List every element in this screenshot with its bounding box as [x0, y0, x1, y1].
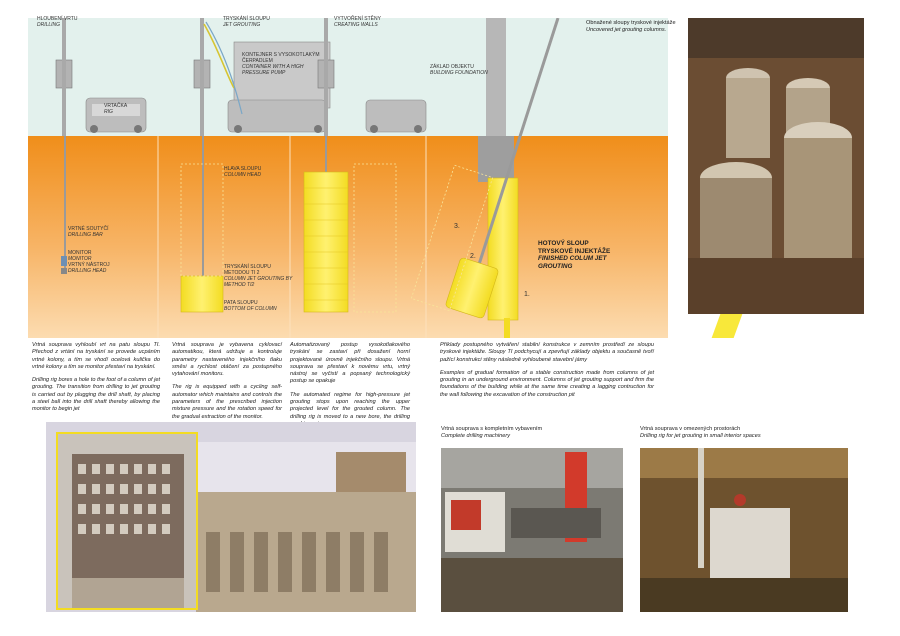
- text-col-2: Vrtná souprava je vybavena cyklovací automatikou, která udržuje a kontroluje parametry nastaveného injekčního tlaku směsi a rychlost otáčení za postupného vytahování monitoru. The rig is equipped with a cycling self-automator which maintains and controls the parameters of the prescribed injection mixture pressure and the rotation speed for the gradual extraction of the monitor.: [172, 342, 282, 420]
- label-step-2: 2.: [470, 253, 476, 260]
- photo-top-caption: Obnažené sloupy tryskové injektáže Uncovered jet grouting columns.: [586, 20, 676, 33]
- label-method: TRYSKÁNÍ SLOUPU METODOU TI 2 COLUMN JET GROUTING BY METHOD TI2: [224, 264, 293, 288]
- label-jet-grouting: TRYSKÁNÍ SLOUPU JET GROUTING: [223, 16, 270, 28]
- interior-rig-photo: [640, 448, 848, 612]
- label-container: KONTEJNER S VYSOKOTLAKÝM ČERPADLEM CONTAINER WITH A HIGH PRESSURE PUMP: [242, 52, 320, 76]
- label-step-3: 3.: [454, 223, 460, 230]
- building-wall-photo: [46, 422, 416, 612]
- text-col-1: Vrtná souprava vyhloubí vrt na patu sloupu TI. Přechod z vrtání na tryskání se provede ucpáním vrtné kolony, a tím se vhodí ocelová kulička do vrtné kolony a tím se monitor přestaví na tryskání. Drilling rig bores a hole to the foot of a column of jet grouting. The transition from drilling to jet grouting is carried out by plugging the drill shaft, by placing a steel ball into the drill shaft thereby allowing the monitor to begin jet: [32, 342, 160, 413]
- label-finished: HOTOVÝ SLOUP TRYSKOVÉ INJEKTÁŽE FINISHED COLUM JET GROUTING: [538, 240, 611, 270]
- label-column-bottom: PATA SLOUPU BOTTOM OF COLUMN: [224, 300, 277, 312]
- label-column-head: HLAVA SLOUPU COLUMN HEAD: [224, 166, 262, 178]
- column-tip: [712, 314, 743, 338]
- jet-grouting-diagram: [28, 18, 668, 338]
- caption-interior: Vrtná souprava v omezených prostorách Drilling rig for jet grouting in small interior spaces: [640, 426, 761, 439]
- text-col-3: Automatizovaný postup vysokotlakového tryskání se zastaví při dosažení horní projektované úrovně injekčního sloupu. Vrtná souprava se přestaví k novému vrtu, vrtný nástroj se vyčistí a popsaný technologický postup se opakuje The automated regime for high-pressure jet grouting stops upon reaching the upper projected level for the grouted column. The drilling rig is moved to a new bore, the drilling: [290, 342, 410, 420]
- uncovered-columns-photo: [688, 18, 864, 314]
- text-col-4: Příklady postupného vytváření stabilní konstrukce v zemním prostředí ze sloupu tryskové injektáže. Sloupy TI podchycují a zpevňují základy objektu a současně tvoří pažící konstrukci stěny následně vyhloubené stavební jámy Examples of gradual formation of a stable construction made from columns of jet grouting in an underground environment. Columns of jet grouting support and firm the foundations of the building while at the same time creating a lagging contruction for the wall following the excavation of the construction pit: [440, 342, 654, 398]
- label-monitor: MONITOR MONITOR: [68, 250, 92, 262]
- machinery-photo: [441, 448, 623, 612]
- building-inset: [56, 432, 198, 610]
- diagram-graphic: [28, 18, 668, 338]
- label-drilling-bar: VRTNÉ SOUTYČÍ DRILLING BAR: [68, 226, 109, 238]
- label-creating-walls: VYTVOŘENÍ STĚNY CREATING WALLS: [334, 16, 381, 28]
- label-foundation: ZÁKLAD OBJEKTU BUILDING FOUNDATION: [430, 64, 488, 76]
- label-drilling: HLOUBENÍ VRTU DRILLING: [37, 16, 78, 28]
- label-drilling-head: VRTNÝ NÁSTROJ DRILLING HEAD: [68, 262, 110, 274]
- label-rig: VRTAČKA RIG: [104, 103, 128, 115]
- caption-machinery: Vrtná souprava s kompletním vybavením Complete drilling machinery: [441, 426, 543, 439]
- label-step-1: 1.: [524, 291, 530, 298]
